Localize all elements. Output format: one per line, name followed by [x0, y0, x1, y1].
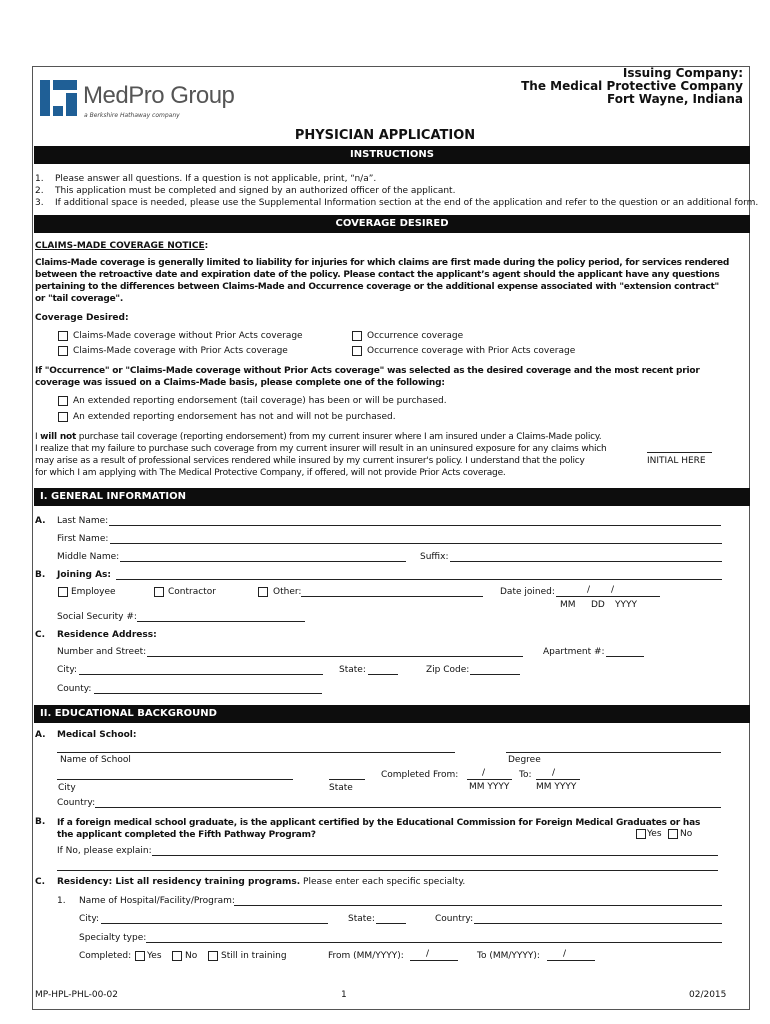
page-title: PHYSICIAN APPLICATION	[294, 128, 476, 143]
education-header: II. EDUCATIONAL BACKGROUND	[34, 705, 750, 723]
form-code: MP-HPL-PHL-00-02	[35, 990, 118, 1000]
initial-here-label: INITIAL HERE	[647, 456, 706, 466]
foreign-yes-label: Yes	[647, 829, 662, 839]
foreign-no-label: No	[680, 829, 693, 839]
still-training-label: Still in training	[221, 951, 287, 961]
general-info-header: I. GENERAL INFORMATION	[34, 488, 750, 506]
section-c-letter: C.	[35, 630, 46, 640]
date-slash: /	[426, 949, 430, 959]
employee-label: Employee	[71, 587, 116, 597]
tail-not-label: An extended reporting endorsement has not and will not be purchased.	[73, 412, 396, 422]
street-label: Number and Street:	[57, 647, 147, 657]
middle-name-field[interactable]	[120, 561, 406, 562]
mm-hint: MM	[560, 600, 576, 610]
last-name-label: Last Name:	[57, 516, 109, 526]
state-label: State:	[339, 665, 366, 675]
zip-field[interactable]	[470, 674, 520, 675]
issuing-company-block	[521, 67, 743, 106]
completed-label: Completed:	[79, 951, 132, 961]
residency-item-number: 1.	[57, 896, 66, 906]
yyyy-hint: YYYY	[615, 600, 637, 610]
school-city-hint: City	[58, 783, 76, 793]
company-name: The Medical Protective Company	[521, 79, 743, 93]
coverage-desired-label: Coverage Desired:	[35, 313, 129, 323]
from-mmyyyy-field[interactable]	[410, 960, 458, 961]
dd-hint: DD	[591, 600, 605, 610]
other-field[interactable]	[301, 596, 483, 597]
initial-field[interactable]	[647, 452, 712, 453]
school-country-field[interactable]	[95, 807, 721, 808]
apartment-field[interactable]	[606, 656, 644, 657]
school-city-field[interactable]	[57, 779, 293, 780]
joining-as-field[interactable]	[116, 579, 722, 580]
contractor-label: Contractor	[168, 587, 216, 597]
joining-as-label: Joining As:	[57, 570, 112, 580]
residency-yes-checkbox[interactable]	[135, 951, 145, 961]
occurrence-label: Occurrence coverage	[367, 331, 464, 341]
foreign-yes-checkbox[interactable]	[636, 829, 646, 839]
logo-name: MedPro Group	[83, 82, 235, 109]
residency-country-field[interactable]	[474, 923, 722, 924]
tail-will-checkbox[interactable]	[58, 396, 68, 406]
residency-city-field[interactable]	[101, 923, 328, 924]
occurrence-with-checkbox[interactable]	[352, 346, 362, 356]
hospital-label: Name of Hospital/Facility/Program:	[79, 896, 235, 906]
residency-city-label: City:	[79, 914, 100, 924]
education-a-letter: A.	[35, 730, 46, 740]
cm-with-checkbox[interactable]	[58, 346, 68, 356]
city-field[interactable]	[79, 674, 323, 675]
school-country-label: Country:	[57, 798, 96, 808]
residency-state-label: State:	[348, 914, 375, 924]
school-name-field[interactable]	[57, 752, 455, 753]
tail-not-checkbox[interactable]	[58, 412, 68, 422]
if-no-explain-label: If No, please explain:	[57, 846, 152, 856]
residence-address-label: Residence Address:	[57, 630, 157, 640]
residency-no-label: No	[185, 951, 198, 961]
date-joined-field[interactable]	[556, 596, 660, 597]
foreign-no-checkbox[interactable]	[668, 829, 678, 839]
other-checkbox[interactable]	[258, 587, 268, 597]
to-mmyyyy-field[interactable]	[547, 960, 595, 961]
state-field[interactable]	[368, 674, 398, 675]
specialty-type-field[interactable]	[146, 942, 722, 943]
date-slash: /	[587, 585, 591, 595]
residency-country-label: Country:	[435, 914, 474, 924]
county-label: County:	[57, 684, 92, 694]
claims-made-notice-title: CLAIMS-MADE COVERAGE NOTICE:	[35, 241, 209, 251]
county-field[interactable]	[94, 693, 322, 694]
street-field[interactable]	[147, 656, 523, 657]
school-state-hint: State	[329, 783, 353, 793]
medical-school-label: Medical School:	[57, 730, 137, 740]
date-slash: /	[482, 768, 486, 778]
issuing-label: Issuing Company:	[622, 66, 743, 80]
cm-with-label: Claims-Made coverage with Prior Acts coverage	[73, 346, 288, 356]
occurrence-with-label: Occurrence coverage with Prior Acts coverage	[367, 346, 576, 356]
contractor-checkbox[interactable]	[154, 587, 164, 597]
employee-checkbox[interactable]	[58, 587, 68, 597]
date-slash: /	[611, 585, 615, 595]
cm-without-checkbox[interactable]	[58, 331, 68, 341]
section-b-letter: B.	[35, 570, 46, 580]
occurrence-checkbox[interactable]	[352, 331, 362, 341]
coverage-header: COVERAGE DESIRED	[34, 215, 750, 233]
completed-from-field[interactable]	[467, 779, 512, 780]
to-label: To:	[519, 770, 532, 780]
zip-label: Zip Code:	[426, 665, 470, 675]
from-mmyyyy-label: From (MM/YYYY):	[328, 951, 404, 961]
if-no-explain-field-2[interactable]	[57, 870, 718, 871]
degree-field[interactable]	[506, 752, 721, 753]
city-label: City:	[57, 665, 78, 675]
education-c-letter: C.	[35, 877, 46, 887]
from-mm-yyyy-hint: MM YYYY	[469, 782, 510, 792]
if-no-explain-field[interactable]	[152, 855, 718, 856]
instruction-item: 3. If additional space is needed, please use the Supplemental Information section at the end of the application and refer to the question or an additional form.	[35, 198, 759, 208]
last-name-field[interactable]	[109, 525, 721, 526]
company-location: Fort Wayne, Indiana	[606, 92, 743, 106]
occurrence-selected-instructions: If "Occurrence" or "Claims-Made coverage without Prior Acts coverage" was selected as the desired coverage and the most recent prior coverage was issued on a Claims-Made basis, please complete one of the following:	[35, 366, 700, 388]
name-of-school-hint: Name of School	[60, 755, 131, 765]
residency-state-field[interactable]	[376, 923, 406, 924]
date-slash: /	[552, 768, 556, 778]
instruction-item: 2. This application must be completed and signed by an authorized officer of the applicant.	[35, 186, 456, 196]
first-name-field[interactable]	[110, 543, 722, 544]
foreign-graduate-question: If a foreign medical school graduate, is the applicant certified by the Educational Commission for Foreign Medical Graduates or has the applicant completed the Fifth Pathway Program?	[57, 818, 701, 840]
residency-no-checkbox[interactable]	[172, 951, 182, 961]
instructions-header: INSTRUCTIONS	[34, 146, 750, 164]
completed-from-label: Completed From:	[381, 770, 459, 780]
hospital-field[interactable]	[234, 905, 722, 906]
to-mmyyyy-label: To (MM/YYYY):	[477, 951, 540, 961]
ssn-field[interactable]	[137, 621, 305, 622]
claims-made-notice-text: Claims-Made coverage is generally limited to liability for injuries for which claims are first made during the policy period, for services rendered between the retroactive date and expiration date of the policy. Please contact the applicant’s agent should the applicant have any questions pertaining to the differences between Claims-Made and Occurrence coverage or the additional expense associated with "extension contract" or "tail coverage".	[35, 258, 730, 304]
residency-yes-label: Yes	[147, 951, 162, 961]
other-label: Other:	[273, 587, 302, 597]
education-b-letter: B.	[35, 817, 46, 827]
middle-name-label: Middle Name:	[57, 552, 120, 562]
cm-without-label: Claims-Made coverage without Prior Acts coverage	[73, 331, 303, 341]
tail-acknowledgment-text: I will not purchase tail coverage (reporting endorsement) from my current insurer where I am insured under a Claims-Made policy. I realize that my failure to purchase such coverage from my current insurer will result in an uninsured exposure for any claims which may arise as a result of professional services rendered while insured by my current insurer's policy. I understand that the policy for which I am applying with The Medical Protective Company, if offered, will not provide Prior Acts coverage.	[35, 432, 607, 478]
tail-will-label: An extended reporting endorsement (tail coverage) has been or will be purchased.	[73, 396, 447, 406]
ssn-label: Social Security #:	[57, 612, 137, 622]
first-name-label: First Name:	[57, 534, 109, 544]
completed-to-field[interactable]	[536, 779, 580, 780]
form-date: 02/2015	[689, 990, 727, 1000]
logo-tagline: a Berkshire Hathaway company	[84, 112, 180, 119]
apartment-label: Apartment #:	[543, 647, 605, 657]
school-state-field[interactable]	[329, 779, 365, 780]
page-number: 1	[341, 990, 347, 1000]
section-a-letter: A.	[35, 516, 46, 526]
residency-heading: Residency: List all residency training programs. Please enter each specific specialty.	[57, 877, 466, 887]
suffix-label: Suffix:	[420, 552, 449, 562]
to-mm-yyyy-hint: MM YYYY	[536, 782, 577, 792]
degree-hint: Degree	[508, 755, 541, 765]
suffix-field[interactable]	[450, 561, 722, 562]
instruction-item: 1. Please answer all questions. If a question is not applicable, print, “n/a”.	[35, 174, 377, 184]
date-slash: /	[563, 949, 567, 959]
instructions-list	[35, 173, 758, 209]
still-training-checkbox[interactable]	[208, 951, 218, 961]
specialty-type-label: Specialty type:	[79, 933, 147, 943]
date-joined-label: Date joined:	[500, 587, 555, 597]
